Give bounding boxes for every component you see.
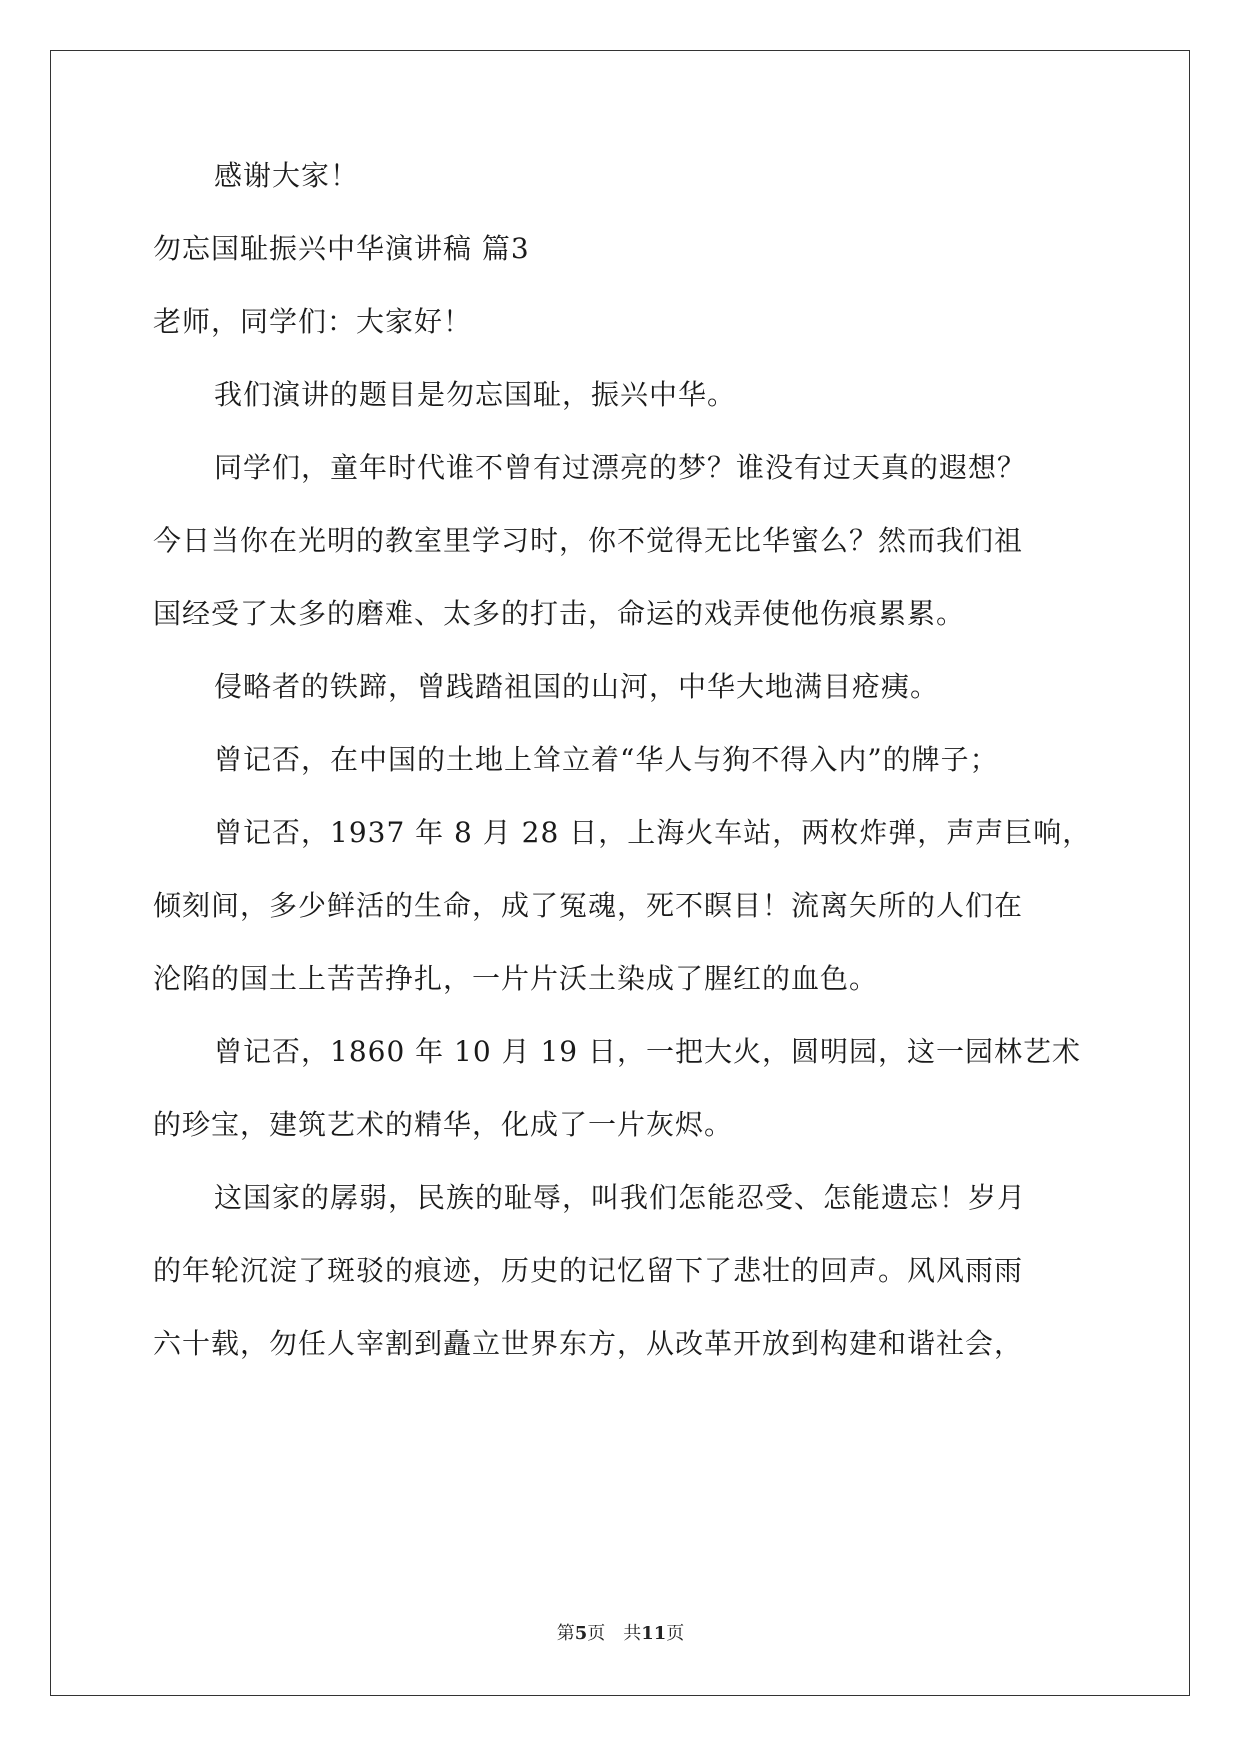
- paragraph-line: 这国家的孱弱，民族的耻辱，叫我们怎能忍受、怎能遗忘！岁月: [214, 1181, 1027, 1214]
- page-suffix: 页: [666, 1623, 685, 1644]
- paragraph-line: 曾记否，1860 年 10 月 19 日，一把大火，圆明园，这一园林艺术: [214, 1035, 1082, 1068]
- paragraph-line: 国经受了太多的磨难、太多的打击，命运的戏弄使他伤痕累累。: [153, 597, 966, 630]
- paragraph-line: 同学们，童年时代谁不曾有过漂亮的梦？谁没有过天真的遐想？: [214, 451, 1027, 484]
- current-page-number: 5: [574, 1623, 588, 1644]
- total-page-number: 11: [641, 1623, 667, 1644]
- paragraph-line: 六十载，勿任人宰割到矗立世界东方，从改革开放到构建和谐社会，: [153, 1327, 1024, 1360]
- section-heading: 勿忘国耻振兴中华演讲稿 篇3: [153, 232, 530, 265]
- page-border: [50, 50, 1190, 1696]
- paragraph-line: 侵略者的铁蹄，曾践踏祖国的山河，中华大地满目疮痍。: [214, 670, 940, 703]
- paragraph-line: 今日当你在光明的教室里学习时，你不觉得无比华蜜么？然而我们祖: [153, 524, 1024, 557]
- paragraph-line: 沦陷的国土上苦苦挣扎，一片片沃土染成了腥红的血色。: [153, 962, 879, 995]
- page-mid: 页 共: [587, 1623, 642, 1644]
- greeting-line: 老师，同学们：大家好！: [153, 305, 473, 338]
- paragraph-line: 曾记否，1937 年 8 月 28 日，上海火车站，两枚炸弹，声声巨响，: [214, 816, 1092, 849]
- paragraph-line: 曾记否，在中国的土地上耸立着“华人与狗不得入内”的牌子；: [214, 743, 999, 776]
- page-prefix: 第: [556, 1623, 575, 1644]
- page-number-footer: [0, 1622, 1241, 1646]
- paragraph-line: 我们演讲的题目是勿忘国耻，振兴中华。: [214, 378, 737, 411]
- paragraph-line: 的珍宝，建筑艺术的精华，化成了一片灰烬。: [153, 1108, 734, 1141]
- paragraph-line: 的年轮沉淀了斑驳的痕迹，历史的记忆留下了悲壮的回声。风风雨雨: [153, 1254, 1024, 1287]
- paragraph-line: 倾刻间，多少鲜活的生命，成了冤魂，死不瞑目！流离矢所的人们在: [153, 889, 1024, 922]
- closing-line: 感谢大家！: [214, 159, 360, 192]
